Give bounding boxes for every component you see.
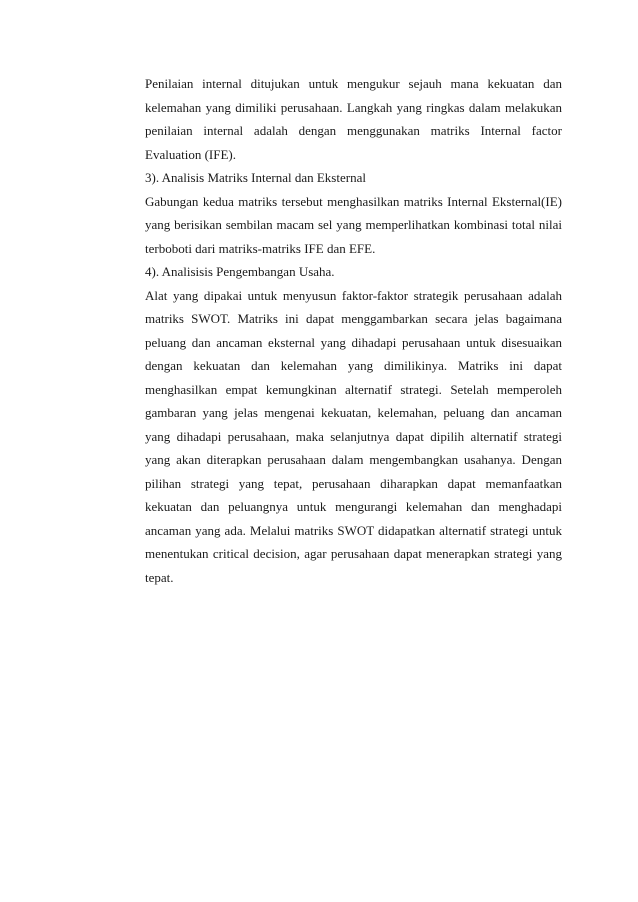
paragraph-line: yang akan diterapkan perusahaan dalam mengembangkan usahanya. Dengan [145,452,562,467]
paragraph-line: Gabungan kedua matriks tersebut menghasilkan matriks Internal Eksternal(IE) [145,193,562,209]
paragraph-line: tepat. [145,569,174,585]
section-heading: 3). Analisis Matriks Internal dan Eksternal [145,170,366,185]
paragraph-line: peluang dan ancaman eksternal yang dihadapi perusahaan untuk disesuaikan [145,334,562,350]
paragraph-line: menghasilkan empat kemungkinan alternatif strategi. Setelah memperoleh [145,381,562,397]
paragraph-line: kekuatan dan peluangnya untuk mengurangi kelemahan dan menghadapi [145,499,562,514]
paragraph-line: yang dihadapi perusahaan, maka selanjutnya dapat dipilih alternatif strategi [145,428,562,444]
paragraph-line: pilihan strategi yang tepat, perusahaan diharapkan dapat memanfaatkan [145,475,562,491]
paragraph-line: ancaman yang ada. Melalui matriks SWOT didapatkan alternatif strategi untuk [145,522,562,538]
section-heading: 4). Analisisis Pengembangan Usaha. [145,264,335,279]
paragraph-line: dengan kekuatan dan kelemahan yang dimilikinya. Matriks ini dapat [145,358,562,373]
paragraph-line: menentukan critical decision, agar perusahaan dapat menerapkan strategi yang [145,546,562,561]
paragraph-line: penilaian internal adalah dengan menggunakan matriks Internal factor [145,123,562,138]
paragraph-line: terboboti dari matriks-matriks IFE dan EFE. [145,240,376,256]
document-body [145,72,562,589]
paragraph-line: yang berisikan sembilan macam sel yang memperlihatkan kombinasi total nilai [145,217,562,232]
paragraph-line: Penilaian internal ditujukan untuk mengukur sejauh mana kekuatan dan [145,76,562,91]
paragraph-line: Evaluation (IFE). [145,146,236,162]
paragraph-line: gambaran yang jelas mengenai kekuatan, kelemahan, peluang dan ancaman [145,405,562,420]
paragraph-line: kelemahan yang dimiliki perusahaan. Langkah yang ringkas dalam melakukan [145,99,562,115]
paragraph-line: matriks SWOT. Matriks ini dapat menggambarkan secara jelas bagaimana [145,311,562,326]
paragraph-line: Alat yang dipakai untuk menyusun faktor-faktor strategik perusahaan adalah [145,287,562,303]
